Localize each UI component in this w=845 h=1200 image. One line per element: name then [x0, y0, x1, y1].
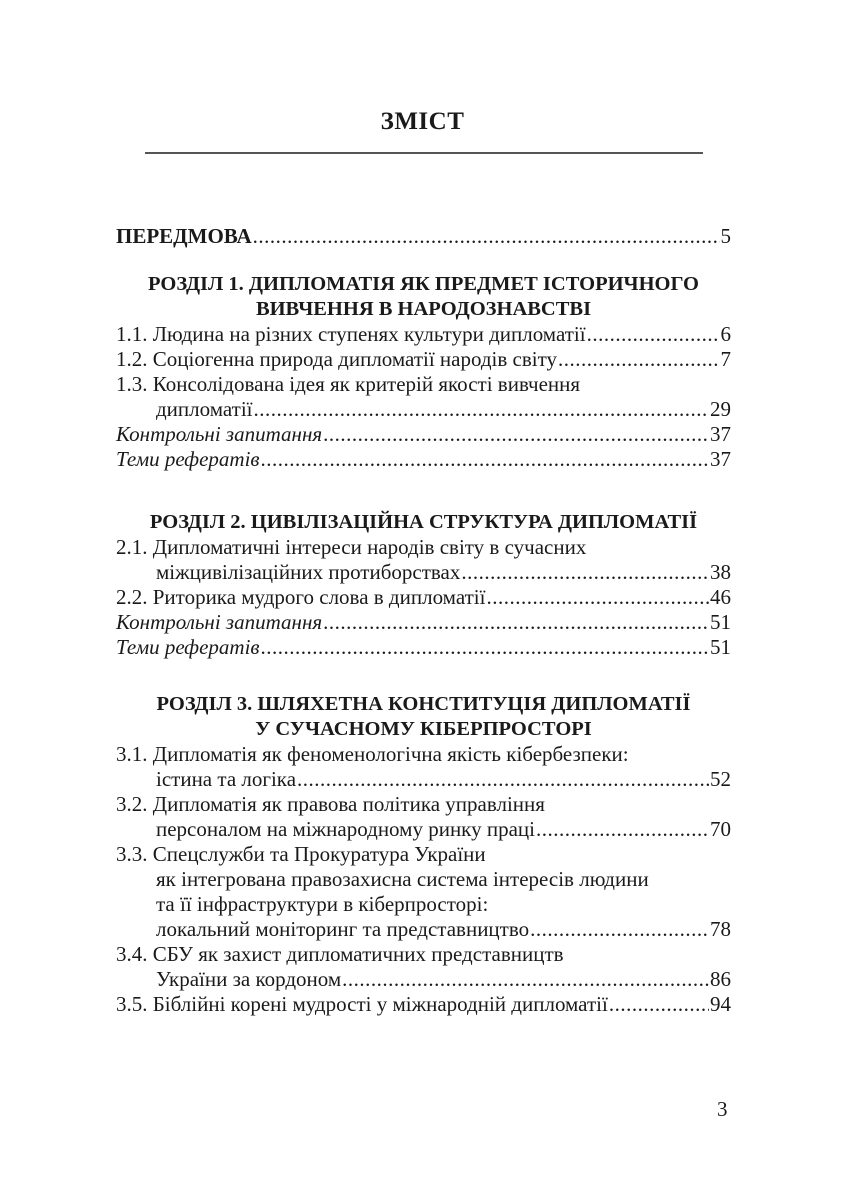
toc-entry-page: 52	[710, 767, 731, 791]
toc-entry-label: 1.1. Людина на різних ступенях культури дипломатії	[116, 322, 586, 346]
toc-entry-page: 51	[710, 610, 731, 634]
toc-entry-page: 29	[710, 397, 731, 421]
toc-entry-label: ПЕРЕДМОВА	[116, 224, 252, 248]
section-heading-line: ВИВЧЕННЯ В НАРОДОЗНАВСТВІ	[255, 298, 592, 320]
toc-entry-topics[interactable]	[116, 447, 731, 472]
toc-entry-first-line[interactable]: 3.3. Спецслужби та Прокуратура України	[116, 842, 486, 866]
toc-entry-first-line[interactable]: 3.2. Дипломатія як правова політика управління	[116, 792, 545, 816]
leader-dots	[261, 635, 709, 660]
toc-entry-first-line[interactable]: 3.1. Дипломатія як феноменологічна якість кібербезпеки:	[116, 742, 629, 766]
leader-dots	[587, 322, 720, 347]
leader-dots	[323, 610, 709, 635]
leader-dots	[609, 992, 709, 1017]
toc-entry[interactable]	[116, 560, 731, 585]
leader-dots	[261, 447, 709, 472]
leader-dots	[536, 817, 709, 842]
toc-entry-label: міжцивілізаційних протиборствах	[156, 560, 461, 584]
toc-entry-label: 1.2. Соціогенна природа дипломатії народів світу	[116, 347, 558, 371]
toc-section-1	[116, 272, 731, 472]
toc-entry-page: 5	[720, 224, 731, 248]
toc-section-3	[116, 692, 731, 1017]
section-heading-line: РОЗДІЛ 2. ЦИВІЛІЗАЦІЙНА СТРУКТУРА ДИПЛОМАТІЇ	[149, 511, 698, 533]
toc-entry[interactable]	[116, 585, 731, 610]
toc-entry-page: 46	[710, 585, 731, 609]
toc-entry-label: України за кордоном	[156, 967, 342, 991]
section-2-heading	[116, 510, 731, 535]
leader-dots	[558, 347, 719, 372]
leader-dots	[342, 967, 709, 992]
leader-dots	[253, 224, 720, 249]
toc-entry-page: 86	[710, 967, 731, 991]
toc-entry-page: 38	[710, 560, 731, 584]
toc-entry-page: 78	[710, 917, 731, 941]
leader-dots	[486, 585, 709, 610]
toc-entry[interactable]	[116, 992, 731, 1017]
toc-entry-preface[interactable]	[116, 224, 731, 249]
toc-entry-questions[interactable]	[116, 422, 731, 447]
leader-dots	[323, 422, 709, 447]
section-heading-line: У СУЧАСНОМУ КІБЕРПРОСТОРІ	[255, 718, 592, 740]
toc-entry-questions[interactable]	[116, 610, 731, 635]
section-heading-line: РОЗДІЛ 3. ШЛЯХЕТНА КОНСТИТУЦІЯ ДИПЛОМАТІЇ	[156, 693, 691, 715]
toc-entry-continuation[interactable]: та її інфраструктури в кіберпросторі:	[156, 892, 489, 916]
toc-entry-page: 37	[710, 447, 731, 471]
toc-section-2	[116, 510, 731, 660]
toc-entry-label: дипломатії	[156, 397, 253, 421]
toc-entry-label: Контрольні запитання	[116, 422, 323, 446]
toc-entry-continuation[interactable]: як інтегрована правозахисна система інтересів людини	[156, 867, 649, 891]
section-1-heading	[116, 272, 731, 322]
leader-dots	[530, 917, 709, 942]
toc-entry-page: 37	[710, 422, 731, 446]
leader-dots	[461, 560, 709, 585]
toc-entry-label: локальний моніторинг та представництво	[156, 917, 530, 941]
toc-entry-page: 7	[720, 347, 731, 371]
toc-entry[interactable]	[116, 817, 731, 842]
toc-entry-first-line[interactable]: 1.3. Консолідована ідея як критерій якості вивчення	[116, 372, 581, 396]
toc-entry[interactable]	[116, 397, 731, 422]
title-divider	[145, 152, 703, 154]
toc-preface	[116, 224, 731, 249]
toc-entry[interactable]	[116, 767, 731, 792]
page-number: 3	[717, 1097, 728, 1121]
toc-entry[interactable]	[116, 917, 731, 942]
toc-entry-page: 94	[710, 992, 731, 1016]
toc-entry-label: 3.5. Біблійні корені мудрості у міжнародній дипломатії	[116, 992, 608, 1016]
toc-entry-label: Теми рефератів	[116, 447, 260, 471]
toc-entry-topics[interactable]	[116, 635, 731, 660]
page-title: ЗМІСТ	[380, 108, 465, 135]
toc-entry-page: 51	[710, 635, 731, 659]
toc-entry-label: персоналом на міжнародному ринку праці	[156, 817, 535, 841]
leader-dots	[297, 767, 709, 792]
toc-entry-first-line[interactable]: 3.4. СБУ як захист дипломатичних представництв	[116, 942, 564, 966]
toc-entry[interactable]	[116, 347, 731, 372]
toc-entry-first-line[interactable]: 2.1. Дипломатичні інтереси народів світу в сучасних	[116, 535, 587, 559]
toc-entry-label: Контрольні запитання	[116, 610, 323, 634]
toc-entry-page: 70	[710, 817, 731, 841]
toc-entry-label: істина та логіка	[156, 767, 297, 791]
toc-entry-label: 2.2. Риторика мудрого слова в дипломатії	[116, 585, 486, 609]
toc-entry[interactable]	[116, 322, 731, 347]
toc-entry-label: Теми рефератів	[116, 635, 260, 659]
section-heading-line: РОЗДІЛ 1. ДИПЛОМАТІЯ ЯК ПРЕДМЕТ ІСТОРИЧНОГО	[148, 273, 699, 295]
toc-entry[interactable]	[116, 967, 731, 992]
section-3-heading	[116, 692, 731, 742]
toc-entry-page: 6	[720, 322, 731, 346]
leader-dots	[254, 397, 709, 422]
